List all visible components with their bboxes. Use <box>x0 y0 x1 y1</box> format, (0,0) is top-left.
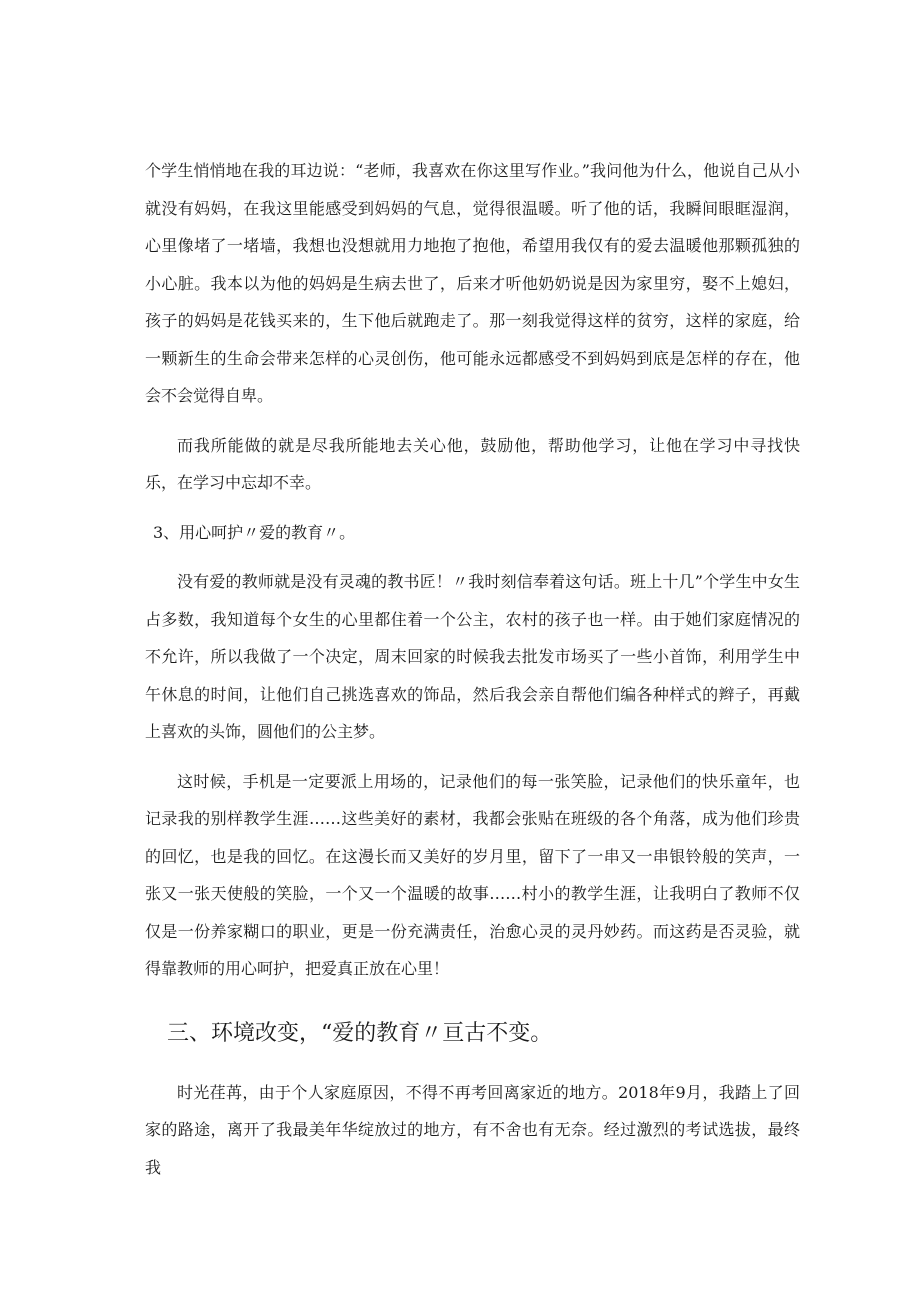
section-heading-3: 三、环境改变，“爱的教育〃亘古不变。 <box>167 1020 553 1046</box>
paragraph-5: 时光荏苒，由于个人家庭原因，不得不再考回离家近的地方。2018年9月，我踏上了回家的路途，离开了我最美年华绽放过的地方，有不舍也有无奈。经过激烈的考试选拔，最终我 <box>145 1082 800 1177</box>
paragraph-4: 这时候，手机是一定要派上用场的，记录他们的每一张笑脸，记录他们的快乐童年，也记录我的别样教学生涯……这些美好的素材，我都会张贴在班级的各个角落，成为他们珍贵的回忆，也是我的回忆。在这漫长而又美好的岁月里，留下了一串又一串银铃般的笑声，一张又一张天使般的笑脸，一个又一个温暖的故事……村小的教学生涯，让我明白了教师不仅仅是一份养家糊口的职业，更是一份充满责任，治愈心灵的灵丹妙药。而这药是否灵验，就得靠教师的用心呵护，把爱真正放在心里！ <box>145 771 800 978</box>
paragraph-2: 而我所能做的就是尽我所能地去关心他，鼓励他，帮助他学习，让他在学习中寻找快乐，在学习中忘却不幸。 <box>145 435 800 492</box>
paragraph-1: 个学生悄悄地在我的耳边说：“老师，我喜欢在你这里写作业。”我问他为什么，他说自己从小就没有妈妈，在我这里能感受到妈妈的气息，觉得很温暖。听了他的话，我瞬间眼眶湿润，心里像堵了一堵墙，我想也没想就用力地抱了抱他，希望用我仅有的爱去温暖他那颗孤独的小心脏。我本以为他的妈妈是生病去世了，后来才听他奶奶说是因为家里穷，娶不上媳妇，孩子的妈妈是花钱买来的，生下他后就跑走了。那一刻我觉得这样的贫穷，这样的家庭，给一颗新生的生命会带来怎样的心灵创伤，他可能永远都感受不到妈妈到底是怎样的存在，他会不会觉得自卑。 <box>145 161 800 405</box>
paragraph-3: 没有爱的教师就是没有灵魂的教书匠！〃我时刻信奉着这句话。班上十几”个学生中女生占多数，我知道每个女生的心里都住着一个公主，农村的孩子也一样。由于她们家庭情况的不允许，所以我做了一个决定，周末回家的时候我去批发市场买了一些小首饰，利用学生中午休息的时间，让他们自己挑选喜欢的饰品，然后我会亲自帮他们编各种样式的辫子，再戴上喜欢的头饰，圆他们的公主梦。 <box>145 572 800 741</box>
subheading-3: 3、用心呵护〃爱的教育〃。 <box>153 522 356 542</box>
document-page <box>145 152 800 1186</box>
